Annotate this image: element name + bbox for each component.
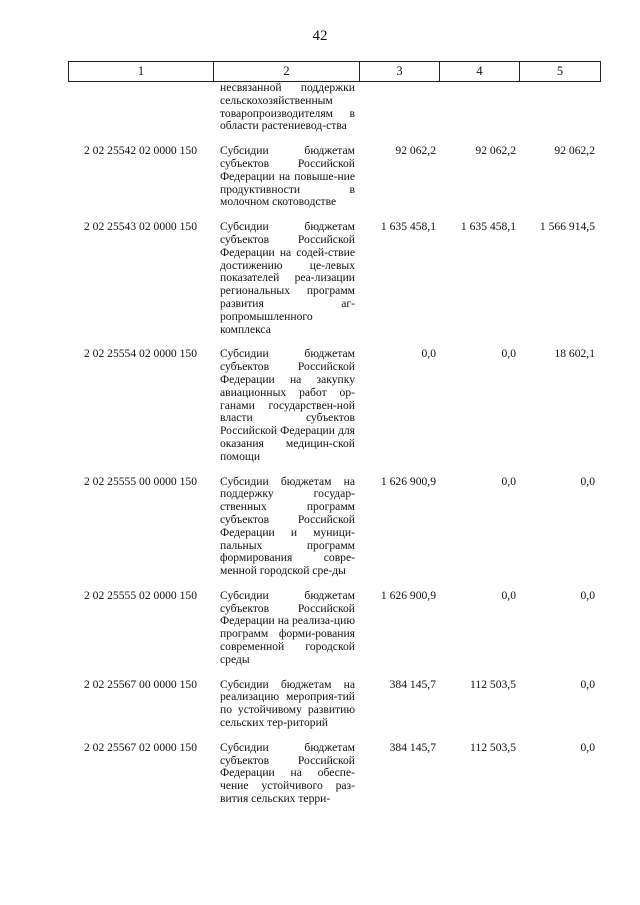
code-cell: 2 02 25554 02 0000 150: [83, 347, 198, 361]
value-col-3: 384 145,7: [389, 740, 436, 754]
column-header-table: [68, 61, 601, 82]
header-col-3: 3: [360, 62, 440, 82]
description-cell: Субсидии бюджетам субъектов Российской Федерации на закупку авиационных работ ор-ганами государствен-ной власти субъектов Российской Федерации для оказания медицин-ской помощи: [220, 347, 355, 463]
code-cell: 2 02 25567 00 0000 150: [83, 677, 198, 691]
table-row: [68, 590, 600, 679]
value-col-5: 0,0: [580, 677, 595, 691]
table-row: [68, 476, 600, 590]
code-cell: 2 02 25555 02 0000 150: [83, 588, 198, 602]
value-col-3: 1 626 900,9: [380, 474, 436, 488]
value-col-3: 384 145,7: [389, 677, 436, 691]
table-row: [68, 145, 600, 221]
description-cell: Субсидии бюджетам субъектов Российской Федерации на обеспе-чение устойчивого раз-вития сельских терри-: [220, 740, 355, 806]
table-row: [68, 221, 600, 348]
value-col-4: 112 503,5: [470, 740, 516, 754]
table-row-continuation: [68, 82, 600, 145]
value-col-3: 1 626 900,9: [380, 588, 436, 602]
value-col-4: 92 062,2: [475, 144, 516, 158]
page-number: 42: [312, 28, 328, 44]
value-col-4: 0,0: [501, 347, 516, 361]
value-col-5: 18 602,1: [554, 347, 595, 361]
code-cell: [68, 82, 213, 145]
value-col-4: 1 635 458,1: [460, 220, 516, 234]
description-cell: Субсидии бюджетам субъектов Российской Федерации на реализа-цию программ форми-рования современной городской среды: [220, 588, 355, 666]
description-cell: несвязанной поддержки сельскохозяйственным товаропроизводителям в области растениевод-ства: [220, 81, 355, 133]
table-row: [68, 348, 600, 475]
value-col-5: 0,0: [580, 474, 595, 488]
value-col-4: 0,0: [501, 474, 516, 488]
table-row: [68, 679, 600, 742]
code-cell: 2 02 25543 02 0000 150: [83, 220, 198, 234]
value-col-5: 1 566 914,5: [539, 220, 595, 234]
header-col-2: 2: [214, 62, 360, 82]
table-row: [68, 742, 600, 806]
budget-table: [68, 82, 600, 806]
description-cell: Субсидии бюджетам субъектов Российской Федерации на содей-ствие достижению це-левых показателей реа-лизации региональных программ развития аг-ропромышленного комплекса: [220, 220, 355, 336]
description-cell: Субсидии бюджетам на реализацию мероприя-тий по устойчивому развитию сельских тер-риторий: [220, 677, 355, 730]
value-col-3: 92 062,2: [395, 144, 436, 158]
header-col-1: 1: [69, 62, 214, 82]
description-cell: Субсидии бюджетам субъектов Российской Федерации на повыше-ние продуктивности в молочном скотоводстве: [220, 144, 355, 209]
code-cell: 2 02 25567 02 0000 150: [83, 740, 198, 754]
header-row: [69, 62, 601, 82]
value-col-5: 0,0: [580, 740, 595, 754]
header-col-5: 5: [520, 62, 601, 82]
value-col-4: 112 503,5: [470, 677, 516, 691]
value-col-5: 0,0: [580, 588, 595, 602]
value-col-3: 0,0: [421, 347, 436, 361]
value-col-4: 0,0: [501, 588, 516, 602]
code-cell: 2 02 25542 02 0000 150: [83, 144, 198, 158]
value-col-3: 1 635 458,1: [380, 220, 436, 234]
description-cell: Субсидии бюджетам на поддержку государ-ственных программ субъектов Российской Федерации и муници-пальных программ формирования совре-менной городской сре-ды: [220, 474, 355, 578]
code-cell: 2 02 25555 00 0000 150: [83, 474, 198, 488]
value-col-5: 92 062,2: [554, 144, 595, 158]
header-col-4: 4: [440, 62, 520, 82]
